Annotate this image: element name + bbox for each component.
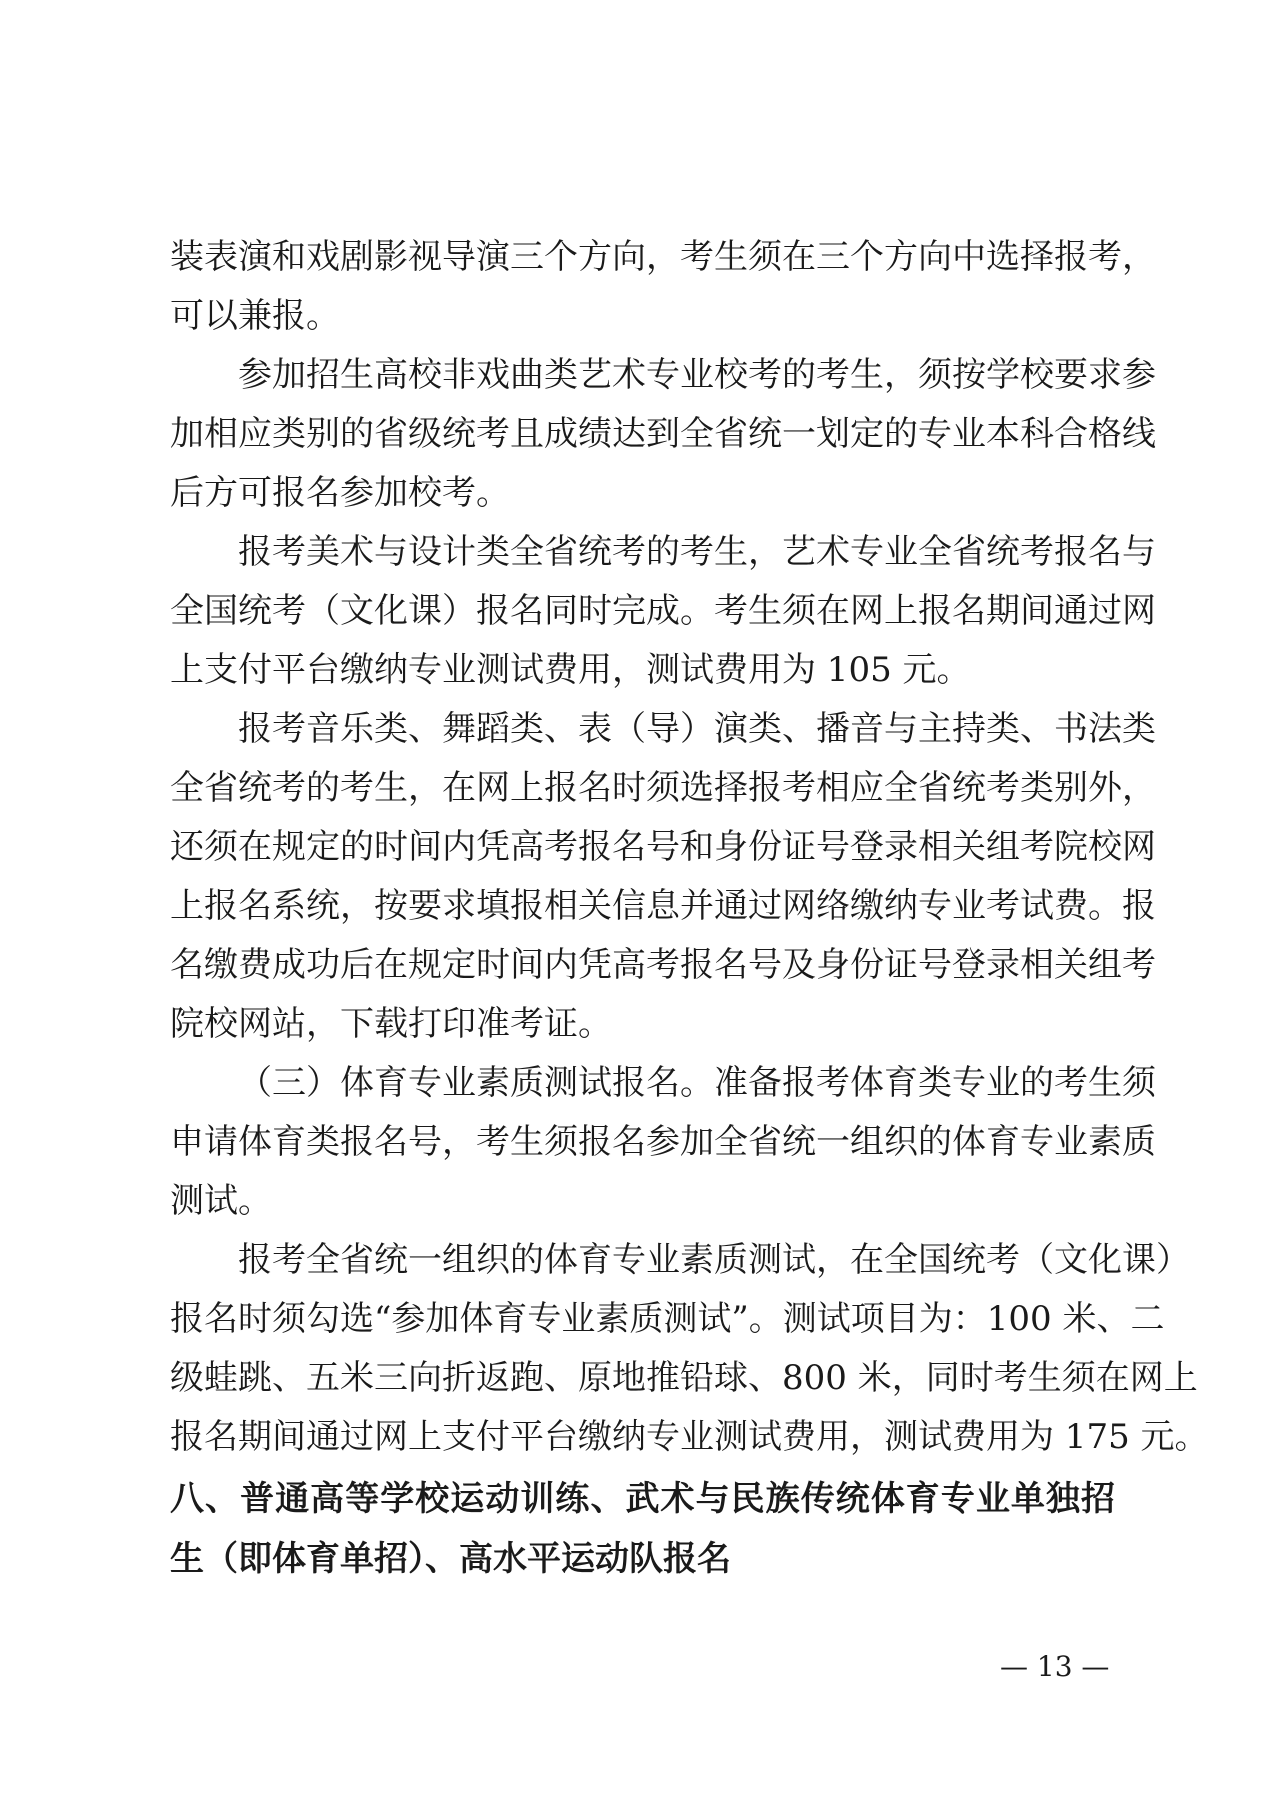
page-number: — 13 — <box>1000 1650 1110 1683</box>
text-line: 报名时须勾选“参加体育专业素质测试”。测试项目为：100 米、二 <box>170 1299 1165 1339</box>
section-heading <box>170 1469 1115 1589</box>
text-line: 报考全省统一组织的体育专业素质测试，在全国统考（文化课） <box>238 1240 1190 1280</box>
text-line: 名缴费成功后在规定时间内凭高考报名号及身份证号登录相关组考 <box>170 945 1156 985</box>
text-line: 装表演和戏剧影视导演三个方向，考生须在三个方向中选择报考， <box>170 237 1156 277</box>
text-line: 测试。 <box>170 1181 272 1221</box>
text-line: 上支付平台缴纳专业测试费用，测试费用为 105 元。 <box>170 650 971 690</box>
text-line: 可以兼报。 <box>170 296 340 336</box>
text-line: 后方可报名参加校考。 <box>170 473 510 513</box>
paragraph-1 <box>170 228 1156 346</box>
text-line: 全国统考（文化课）报名同时完成。考生须在网上报名期间通过网 <box>170 591 1156 631</box>
paragraph-4 <box>170 700 1156 1054</box>
heading-line: 八、普通高等学校运动训练、武术与民族传统体育专业单独招 <box>170 1479 1115 1519</box>
text-line: 申请体育类报名号，考生须报名参加全省统一组织的体育专业素质 <box>170 1122 1156 1162</box>
text-line: 加相应类别的省级统考且成绩达到全省统一划定的专业本科合格线 <box>170 414 1156 454</box>
text-line: 院校网站，下载打印准考证。 <box>170 1004 612 1044</box>
text-line: 全省统考的考生，在网上报名时须选择报考相应全省统考类别外， <box>170 768 1156 808</box>
paragraph-2 <box>170 346 1156 523</box>
paragraph-3 <box>170 523 1156 700</box>
text-line: 上报名系统，按要求填报相关信息并通过网络缴纳专业考试费。报 <box>170 886 1156 926</box>
text-line: 参加招生高校非戏曲类艺术专业校考的考生，须按学校要求参 <box>238 355 1156 395</box>
text-line: （三）体育专业素质测试报名。准备报考体育类专业的考生须 <box>238 1063 1156 1103</box>
heading-line: 生（即体育单招）、高水平运动队报名 <box>170 1539 731 1579</box>
paragraph-5 <box>170 1054 1156 1231</box>
paragraph-6 <box>170 1231 1209 1467</box>
text-line: 报考美术与设计类全省统考的考生，艺术专业全省统考报名与 <box>238 532 1156 572</box>
text-line: 报名期间通过网上支付平台缴纳专业测试费用，测试费用为 175 元。 <box>170 1417 1209 1457</box>
text-line: 报考音乐类、舞蹈类、表（导）演类、播音与主持类、书法类 <box>238 709 1156 749</box>
document-body <box>170 228 1209 1589</box>
text-line: 级蛙跳、五米三向折返跑、原地推铅球、800 米，同时考生须在网上 <box>170 1358 1198 1398</box>
text-line: 还须在规定的时间内凭高考报名号和身份证号登录相关组考院校网 <box>170 827 1156 867</box>
